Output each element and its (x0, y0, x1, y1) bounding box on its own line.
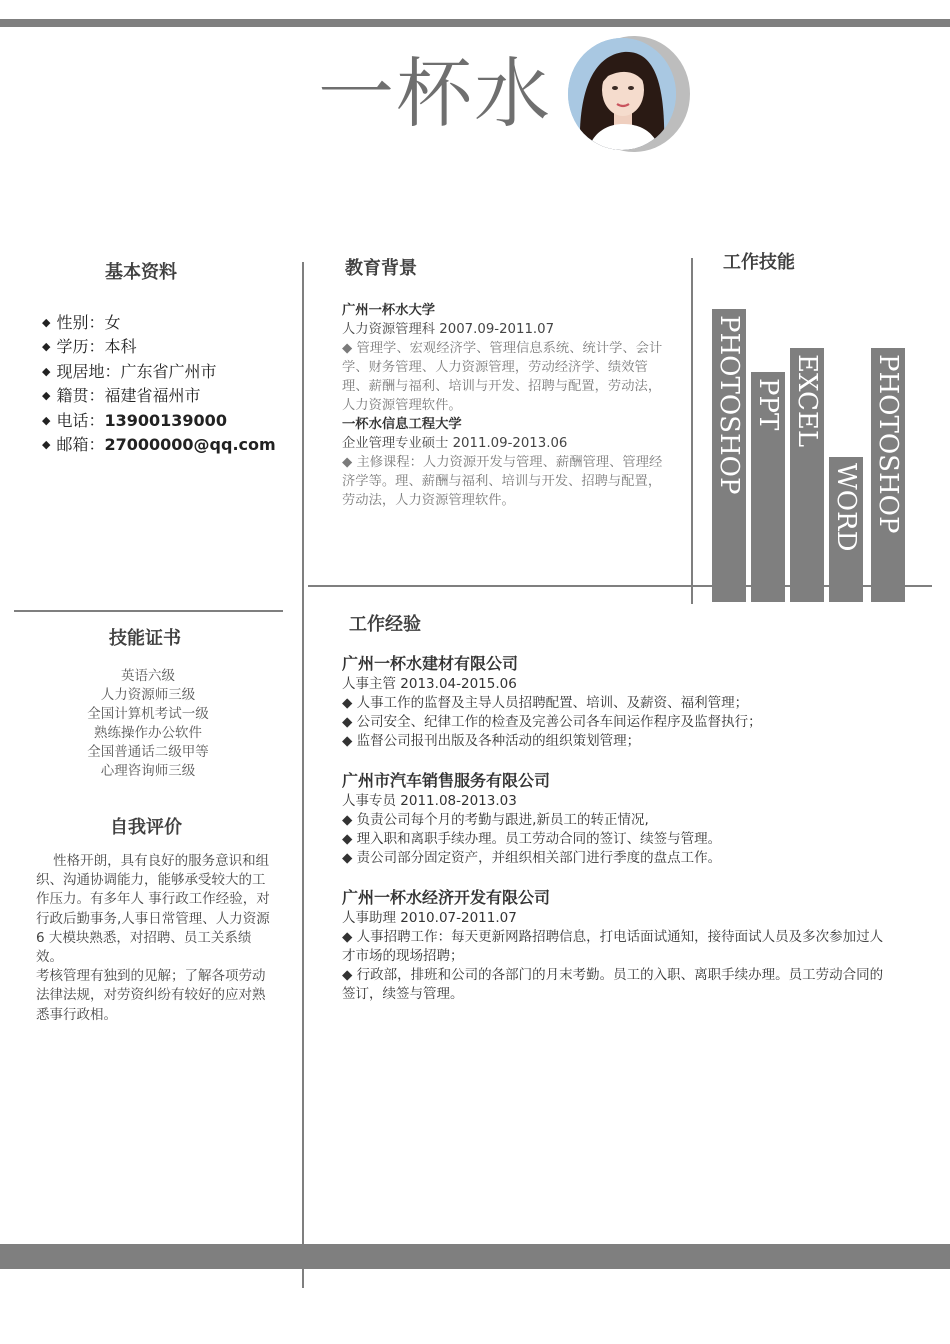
self-evaluation-paragraph: 考核管理有独到的见解；了解各项劳动法律法规，对劳资纠纷有较好的应对熟悉事行政相。 (36, 968, 266, 1023)
skill-label: EXCEL (792, 354, 822, 448)
bullet-diamond-icon: ◆ (42, 316, 51, 329)
basic-info-value: 广东省广州市 (120, 361, 217, 381)
portrait-icon (568, 38, 676, 150)
self-evaluation-paragraph: 性格开朗，具有良好的服务意识和组织、沟通协调能力，能够承受较大的工作压力。有多年人 事行政工作经验，对行政后勤事务,人事日常管理、人力资源 6 大模块熟悉，对招聘、员工关系绩效。 (36, 853, 275, 966)
education-school: 一杯水信息工程大学 (342, 417, 462, 432)
skill-bar (790, 348, 824, 602)
cert-item: 心理咨询师三级 (100, 763, 196, 779)
basic-info-education (42, 336, 276, 360)
basic-info-value: 13900139000 (104, 410, 227, 430)
job-duty: ◆ 公司安全、纪律工作的检查及完善公司各车间运作程序及监督执行； (342, 714, 762, 730)
job-company: 广州市汽车销售服务有限公司 (342, 771, 551, 790)
section-title-self: 自我评价 (110, 817, 182, 838)
job-duty: ◆ 行政部，排班和公司的各部门的月末考勤。员工的入职、离职手续办理。员工劳动合同的签订，续签与管理。 (342, 967, 884, 1002)
cert-item: 人力资源师三级 (100, 687, 196, 703)
divider-sidebar (14, 610, 283, 612)
education-school: 广州一杯水大学 (342, 303, 436, 318)
bullet-diamond-icon: ◆ (42, 389, 51, 403)
basic-info-label: 现居地： (56, 361, 121, 381)
skill-label: PPT (753, 378, 783, 431)
top-bar (0, 19, 950, 27)
job-company: 广州一杯水建材有限公司 (342, 654, 519, 673)
job-duty: ◆ 理入职和离职手续办理。员工劳动合同的签订、续签与管理。 (342, 831, 722, 847)
skills-chart (708, 300, 908, 602)
job-role: 人事主管 2013.04-2015.06 (342, 676, 517, 692)
divider-right (691, 258, 693, 604)
bullet-diamond-icon: ◆ (42, 340, 51, 354)
education-courses: ◆ 主修课程：人力资源开发与管理、薪酬管理、管理经济学等。理、薪酬与福利、培训与开发、招聘与配置，劳动法，人力资源管理软件。 (342, 455, 663, 508)
basic-info-value: 本科 (104, 337, 137, 357)
education-major: 人力资源管理科 2007.09-2011.07 (342, 322, 555, 337)
basic-info-value: 27000000@qq.com (104, 435, 276, 455)
self-evaluation (36, 852, 278, 1025)
basic-info-label: 籍贯： (56, 386, 105, 406)
skill-bar (829, 457, 863, 602)
job-company: 广州一杯水经济开发有限公司 (342, 888, 551, 907)
skill-label: PHOTOSHOP (873, 354, 903, 534)
basic-info-phone (42, 410, 276, 434)
basic-info-residence (42, 361, 276, 385)
cert-item: 全国普通话二级甲等 (87, 744, 209, 760)
section-title-skills: 工作技能 (723, 252, 795, 273)
education-courses: ◆ 管理学、宏观经济学、管理信息系统、统计学、会计学、财务管理、人力资源管理，劳动经济学、绩效管理、薪酬与福利、培训与开发、招聘与配置，劳动法，人力资源管理软件。 (342, 341, 663, 413)
job-duty: ◆ 负责公司每个月的考勤与跟进,新员工的转正情况, (342, 812, 649, 828)
education-entry (342, 301, 664, 415)
job-role: 人事助理 2010.07-2011.07 (342, 910, 517, 926)
job-duty: ◆ 责公司部分固定资产，并组织相关部门进行季度的盘点工作。 (342, 850, 722, 866)
skill-bar (712, 309, 746, 602)
cert-item: 英语六级 (121, 668, 175, 684)
skill-label: PHOTOSHOP (714, 315, 744, 495)
bullet-diamond-icon: ◆ (42, 364, 51, 378)
job-duties (342, 811, 902, 868)
divider-left (302, 262, 304, 1288)
bullet-diamond-icon: ◆ (42, 413, 51, 427)
job-entry (342, 887, 890, 1004)
cert-item: 熟练操作办公软件 (94, 725, 202, 741)
cert-item: 全国计算机考试一级 (87, 706, 209, 722)
section-title-basic: 基本资料 (105, 262, 177, 283)
job-duties (342, 694, 902, 751)
education-major: 企业管理专业硕士 2011.09-2013.06 (342, 436, 568, 451)
basic-info-label: 邮箱： (56, 435, 105, 455)
job-entry (342, 653, 902, 751)
basic-info-email (42, 434, 276, 458)
basic-info-hometown (42, 385, 276, 409)
job-duty: ◆ 人事招聘工作：每天更新网路招聘信息，打电话面试通知，接待面试人员及多次参加过人才市场的现场招聘； (342, 929, 884, 964)
section-title-certs: 技能证书 (109, 628, 181, 649)
basic-info-label: 性别： (56, 313, 105, 332)
skill-bar (871, 348, 905, 602)
basic-info-list (42, 312, 276, 458)
basic-info-value: 女 (104, 313, 121, 332)
cert-list (14, 667, 282, 781)
bullet-diamond-icon: ◆ (42, 438, 51, 452)
basic-info-gender (42, 312, 276, 336)
section-title-experience: 工作经验 (349, 614, 421, 635)
avatar-photo (568, 38, 676, 150)
basic-info-label: 电话： (56, 410, 105, 430)
skill-bar (751, 372, 785, 602)
job-duty: ◆ 人事工作的监督及主导人员招聘配置、培训、及薪资、福利管理； (342, 695, 749, 711)
job-entry (342, 770, 902, 868)
basic-info-value: 福建省福州市 (104, 386, 201, 406)
job-duties (342, 928, 890, 1004)
education-entry (342, 415, 664, 510)
job-role: 人事专员 2011.08-2013.03 (342, 793, 517, 809)
resume-name: 一杯水 (318, 49, 552, 138)
skill-label: WORD (831, 463, 861, 552)
basic-info-label: 学历： (56, 337, 105, 357)
job-duty: ◆ 监督公司报刊出版及各种活动的组织策划管理； (342, 733, 641, 749)
section-title-education: 教育背景 (345, 258, 417, 279)
bottom-bar (0, 1244, 950, 1269)
